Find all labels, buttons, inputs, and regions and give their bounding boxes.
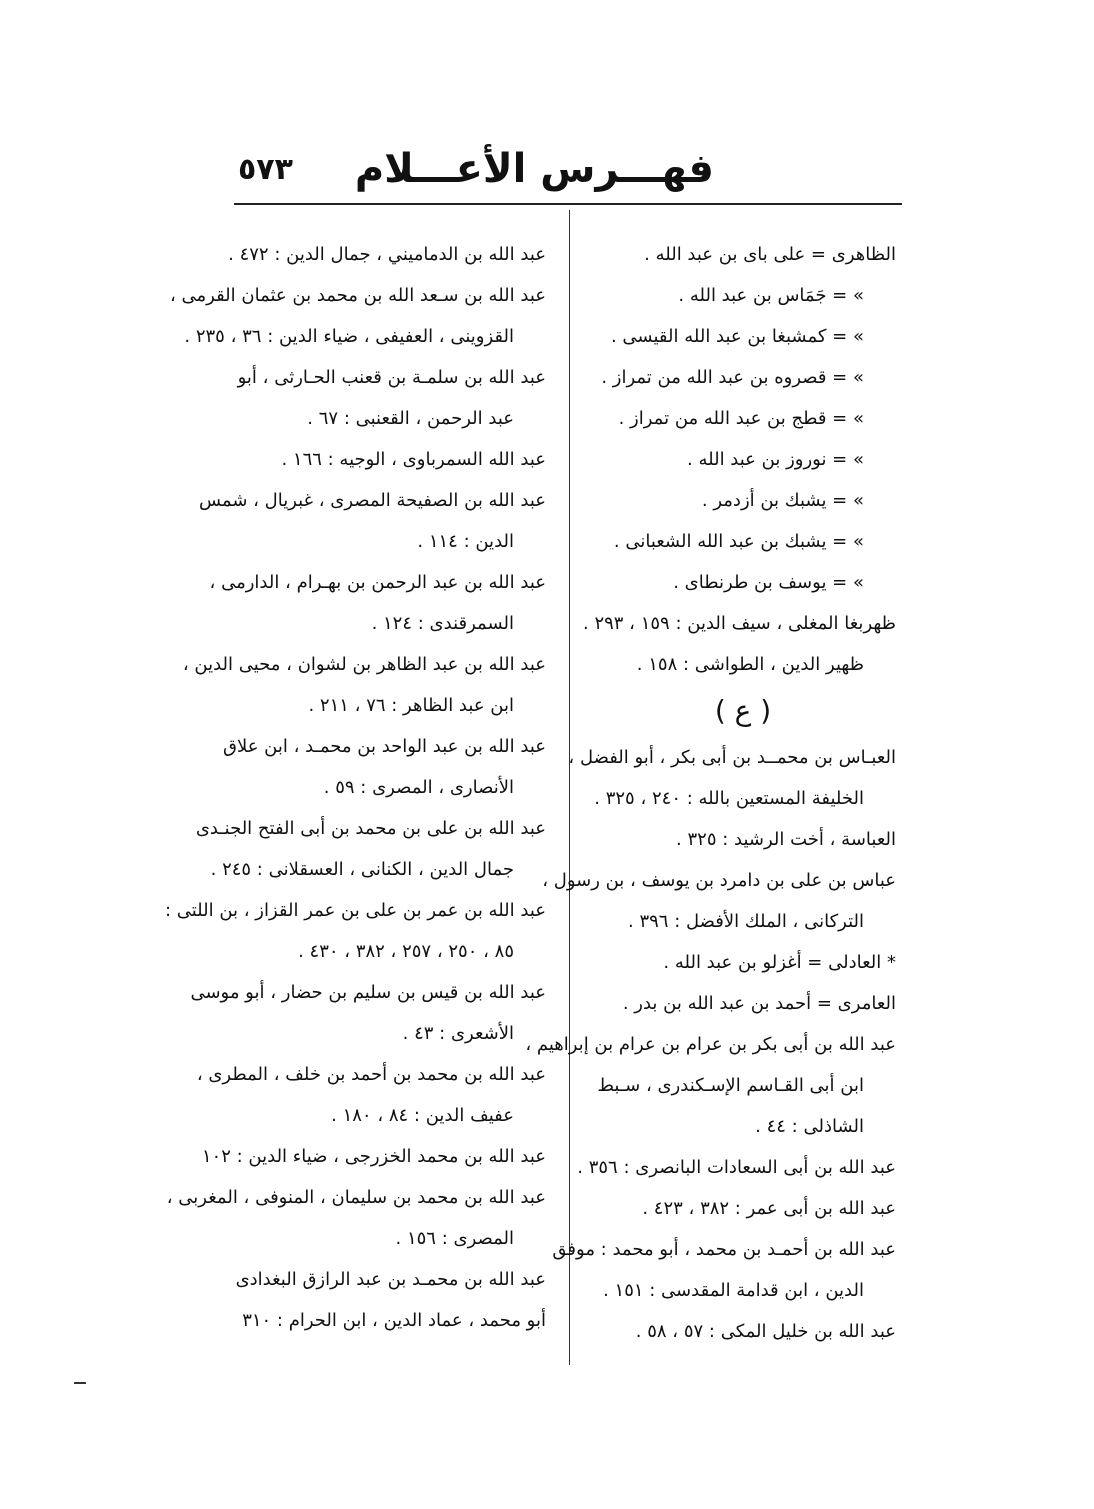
- index-entry: الظاهرى = على باى بن عبد الله .: [644, 244, 896, 265]
- index-entry: » = قصروه بن عبد الله من تمراز .: [601, 367, 864, 388]
- index-entry: عبد الله بن أحمـد بن محمد ، أبو محمد : موفق: [552, 1239, 896, 1260]
- index-entry: عبد الله بن الدماميني ، جمال الدين : ٤٧٢ .: [228, 244, 546, 265]
- index-entry: الدين : ١١٤ .: [417, 531, 514, 552]
- index-entry: العباسة ، أخت الرشيد : ٣٢٥ .: [676, 829, 896, 850]
- index-entry: التركانى ، الملك الأفضل : ٣٩٦ .: [628, 911, 864, 932]
- index-entry: عبد الله بن محمد الخزرجى ، ضياء الدين : ١٠٢: [201, 1146, 546, 1167]
- index-entry: * العادلى = أغزلو بن عبد الله .: [663, 952, 896, 973]
- index-entry: عبد الله بن عبد الظاهر بن لشوان ، محيى الدين ،: [182, 654, 546, 675]
- index-entry: ٨٥ ، ٢٥٠ ، ٢٥٧ ، ٣٨٢ ، ٤٣٠ .: [298, 941, 514, 962]
- index-entry: عبد الرحمن ، القعنبى : ٦٧ .: [307, 408, 514, 429]
- index-entry: القزوينى ، العفيفى ، ضياء الدين : ٣٦ ، ٢٣٥ .: [184, 326, 514, 347]
- index-entry: العامرى = أحمد بن عبد الله بن بدر .: [622, 993, 896, 1014]
- index-entry: » = يوسف بن طرنطاى .: [673, 572, 864, 593]
- index-entry: العبـاس بن محمــد بن أبى بكر ، أبو الفضل ،: [568, 747, 896, 768]
- scan-mark: [74, 1382, 86, 1384]
- index-entry: عبد الله بن الصفيحة المصرى ، غبريال ، شمس: [198, 490, 546, 511]
- index-entry: عبد الله بن عبد الواحد بن محمـد ، ابن علاق: [223, 736, 546, 757]
- index-entry: » = جَمَاس بن عبد الله .: [678, 285, 864, 306]
- index-entry: عباس بن على بن دامرد بن يوسف ، بن رسول ،: [542, 870, 896, 891]
- index-entry: عبد الله بن سـعد الله بن محمد بن عثمان القرمى ،: [169, 285, 546, 306]
- index-entry: عبد الله بن خليل المكى : ٥٧ ، ٥٨ .: [635, 1321, 896, 1342]
- index-entry: عبد الله بن قيس بن سليم بن حضار ، أبو موسى: [190, 982, 546, 1003]
- index-entry: ابن عبد الظاهر : ٧٦ ، ٢١١ .: [308, 695, 514, 716]
- index-entry: عبد الله بن عبد الرحمن بن بهـرام ، الدارمى ،: [209, 572, 546, 593]
- index-entry: عبد الله بن محمـد بن عبد الرازق البغدادى: [235, 1269, 546, 1290]
- index-entry: الأشعرى : ٤٣ .: [402, 1023, 514, 1044]
- index-entry: الدين ، ابن قدامة المقدسى : ١٥١ .: [603, 1280, 864, 1301]
- column-divider: [569, 210, 570, 1365]
- index-entry: » = يشبك بن عبد الله الشعبانى .: [613, 531, 864, 552]
- index-entry: عبد الله بن أبى عمر : ٣٨٢ ، ٤٢٣ .: [642, 1198, 896, 1219]
- index-entry: جمال الدين ، الكنانى ، العسقلانى : ٢٤٥ .: [210, 859, 514, 880]
- index-entry: » = نوروز بن عبد الله .: [687, 449, 864, 470]
- index-entry: ظهير الدين ، الطواشى : ١٥٨ .: [636, 654, 864, 675]
- header-rule: [234, 203, 902, 205]
- index-entry: عبد الله بن محمد بن سليمان ، المنوفى ، المغربى ،: [166, 1187, 546, 1208]
- index-entry: عفيف الدين : ٨٤ ، ١٨٠ .: [331, 1105, 514, 1126]
- page-header-title: فهـــرس الأعـــلام: [354, 146, 714, 192]
- index-entry: » = كمشبغا بن عبد الله القيسى .: [610, 326, 864, 347]
- section-letter-heading: ( ع ): [714, 694, 772, 727]
- index-entry: عبد الله بن أبى بكر بن عرام بن عرام بن إبراهيم ،: [525, 1034, 896, 1055]
- index-entry: ظهربغا المغلى ، سيف الدين : ١٥٩ ، ٢٩٣ .: [582, 613, 896, 634]
- index-column-left: [164, 234, 546, 1341]
- index-entry: » = قطج بن عبد الله من تمراز .: [618, 408, 864, 429]
- index-entry: الخليفة المستعين بالله : ٢٤٠ ، ٣٢٥ .: [594, 788, 864, 809]
- index-entry: الأنصارى ، المصرى : ٥٩ .: [323, 777, 514, 798]
- index-entry: عبد الله السمرباوى ، الوجيه : ١٦٦ .: [281, 449, 546, 470]
- index-entry: ابن أبى القـاسم الإسـكندرى ، سـبط: [597, 1075, 864, 1096]
- index-entry: الشاذلى : ٤٤ .: [755, 1116, 864, 1137]
- index-entry: أبو محمد ، عماد الدين ، ابن الحرام : ٣١٠: [242, 1310, 546, 1331]
- index-entry: عبد الله بن عمر بن على بن عمر القزاز ، بن اللتى :: [164, 900, 546, 921]
- index-entry: عبد الله بن أبى السعادات البانصرى : ٣٥٦ .: [577, 1157, 896, 1178]
- index-entry: المصرى : ١٥٦ .: [395, 1228, 514, 1249]
- index-entry: » = يشبك بن أزدمر .: [701, 490, 864, 511]
- index-entry: السمرقندى : ١٢٤ .: [371, 613, 514, 634]
- index-entry: عبد الله بن محمد بن أحمد بن خلف ، المطرى ،: [196, 1064, 546, 1085]
- index-entry: عبد الله بن على بن محمد بن أبى الفتح الجنـدى: [195, 818, 546, 839]
- page-number: ٥٧٣: [238, 152, 293, 187]
- index-entry: عبد الله بن سلمـة بن قعنب الحـارثى ، أبو: [237, 367, 546, 388]
- index-column-right: [525, 234, 896, 1352]
